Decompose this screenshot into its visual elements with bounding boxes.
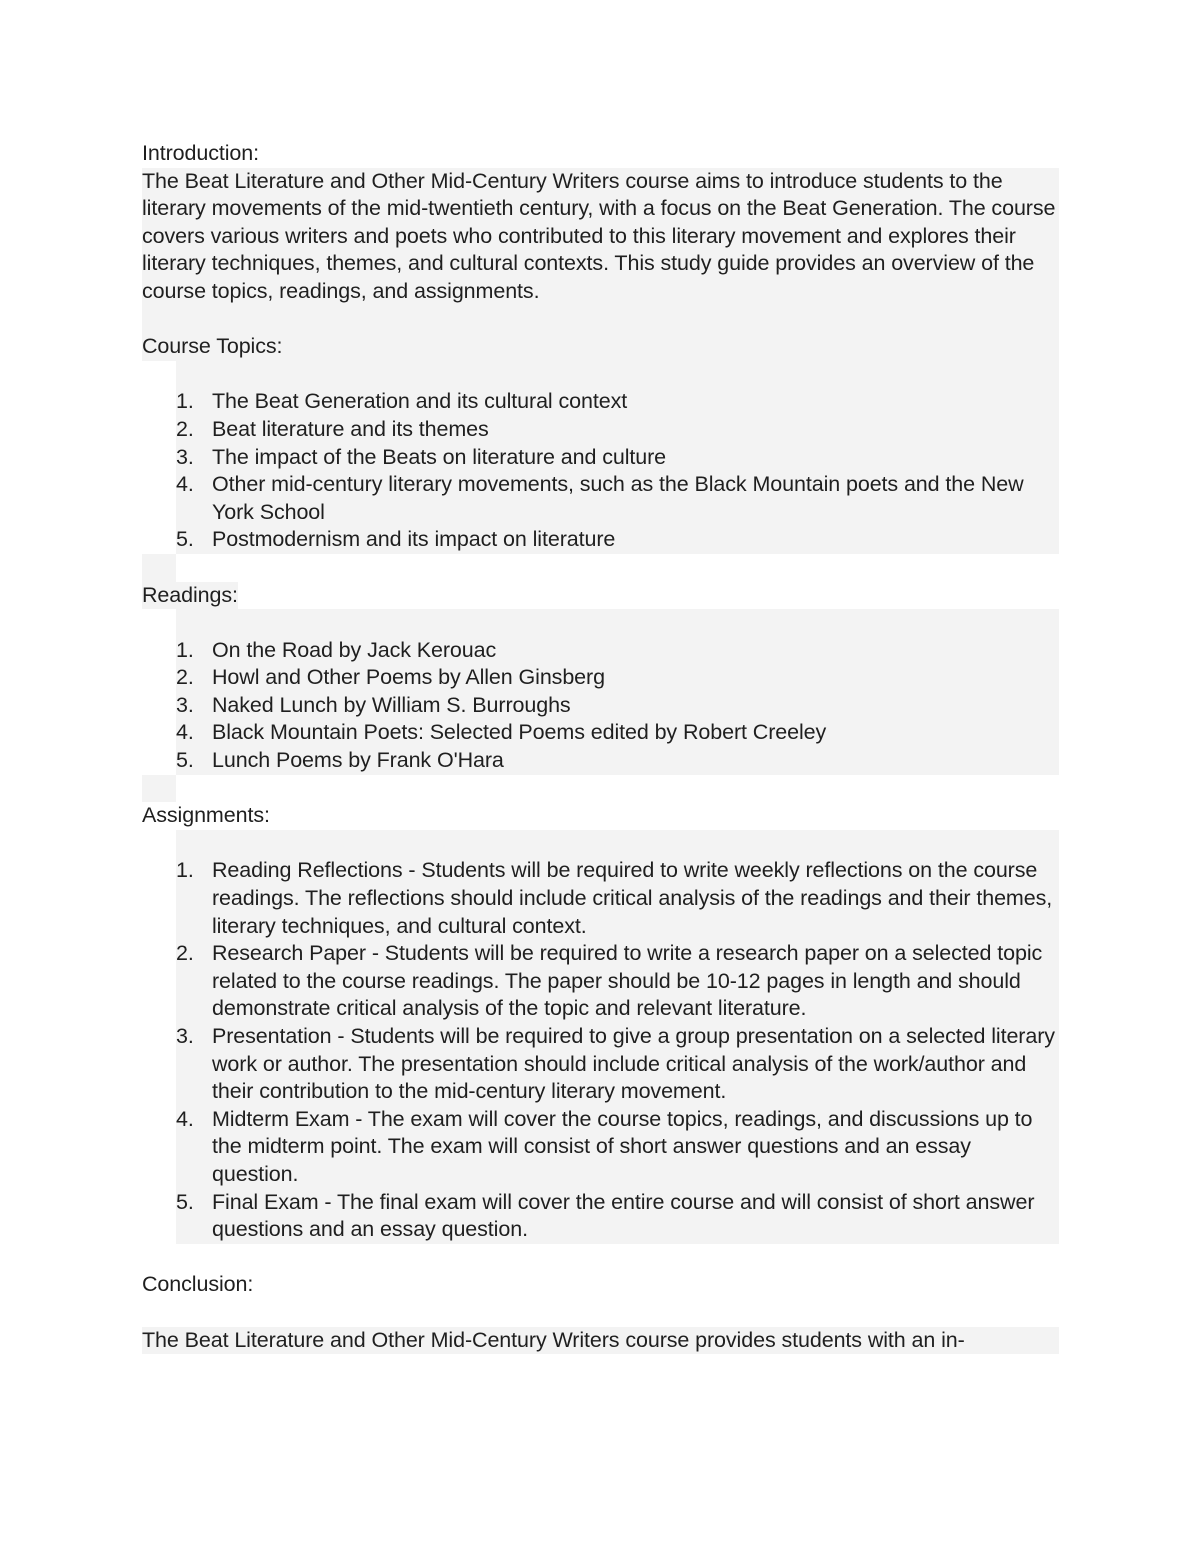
spacer: [142, 306, 1059, 334]
list-item: [176, 1189, 1059, 1244]
readings-section: [142, 582, 1059, 803]
list-item: [176, 444, 1059, 472]
list-item-text: Research Paper - Students will be required to write a research paper on a selected topic related to the course readings. The paper should be 10-12 pages in length and should demonstrate critical analysis of the topic and relevant literature.: [212, 941, 1043, 1021]
list-item-text: Naked Lunch by William S. Burroughs: [212, 692, 571, 717]
list-number: 5.: [176, 748, 194, 773]
list-item-text: Presentation - Students will be required to give a group presentation on a selected literary work or author. The presentation should include critical analysis of the work/author and their contribution to the mid-century literary movement.: [212, 1024, 1055, 1104]
spacer: [142, 1244, 1059, 1272]
conclusion-paragraph: The Beat Literature and Other Mid-Century Writers course provides students with an in-: [142, 1327, 1059, 1355]
list-item-text: Reading Reflections - Students will be required to write weekly reflections on the course readings. The reflections should include critical analysis of the readings and their themes, literary techniques, and cultural context.: [212, 858, 1053, 938]
list-item: [176, 857, 1059, 940]
list-item-text: Howl and Other Poems by Allen Ginsberg: [212, 665, 605, 690]
assignments-list: [176, 830, 1059, 1244]
list-number: 1.: [176, 389, 194, 414]
list-number: 1.: [176, 637, 194, 662]
conclusion-section: [142, 1271, 1059, 1354]
spacer: [142, 1299, 1059, 1327]
list-item: [176, 526, 1059, 554]
list-item-text: Black Mountain Poets: Selected Poems edited by Robert Creeley: [212, 720, 827, 745]
list-item: [176, 637, 1059, 665]
document-page: [142, 140, 1059, 1354]
introduction-heading: Introduction:: [142, 141, 260, 165]
list-number: 1.: [176, 858, 194, 883]
conclusion-heading: Conclusion:: [142, 1272, 254, 1297]
list-item-text: Final Exam - The final exam will cover the entire course and will consist of short answer questions and an essay question.: [212, 1189, 1035, 1242]
list-number: 5.: [176, 1189, 194, 1214]
list-item-text: The Beat Generation and its cultural context: [212, 389, 628, 414]
list-item: [176, 416, 1059, 444]
list-item-text: Midterm Exam - The exam will cover the course topics, readings, and discussions up to the midterm point. The exam will consist of short answer questions and an essay question.: [212, 1106, 1033, 1186]
list-number: 5.: [176, 527, 194, 552]
list-number: 4.: [176, 1106, 194, 1131]
list-number: 2.: [176, 941, 194, 966]
list-number: 2.: [176, 665, 194, 690]
assignments-heading: Assignments:: [142, 803, 270, 828]
list-item-text: Other mid-century literary movements, such as the Black Mountain poets and the New York School: [212, 472, 1024, 524]
course-topics-list: [176, 361, 1059, 554]
assignments-section: [142, 802, 1059, 1271]
list-item: [176, 664, 1059, 692]
readings-heading: [142, 582, 1059, 610]
list-item: [176, 940, 1059, 1023]
list-number: 3.: [176, 1024, 194, 1048]
list-item: [176, 747, 1059, 775]
list-number: 2.: [176, 416, 194, 441]
readings-heading-text: Readings:: [142, 582, 238, 610]
list-item-text: The impact of the Beats on literature and culture: [212, 444, 667, 469]
readings-list: [176, 609, 1059, 775]
list-item-text: Postmodernism and its impact on literature: [212, 527, 616, 552]
introduction-section: [142, 140, 1059, 333]
list-item-text: On the Road by Jack Kerouac: [212, 637, 497, 662]
course-topics-heading: Course Topics:: [142, 333, 1059, 361]
list-item: [176, 1106, 1059, 1189]
list-item: [176, 692, 1059, 720]
list-item: [176, 1023, 1059, 1106]
course-topics-section: [142, 333, 1059, 581]
list-number: 4.: [176, 472, 194, 497]
list-item: [176, 471, 1059, 526]
list-number: 4.: [176, 720, 194, 745]
list-item: [176, 388, 1059, 416]
list-item-text: Beat literature and its themes: [212, 416, 489, 441]
list-item: [176, 719, 1059, 747]
spacer: [142, 554, 176, 582]
list-number: 3.: [176, 692, 194, 717]
list-item-text: Lunch Poems by Frank O'Hara: [212, 748, 504, 773]
introduction-paragraph: The Beat Literature and Other Mid-Century Writers course aims to introduce students to the literary movements of the mid-twentieth century, with a focus on the Beat Generation. The course covers various writers and poets who contributed to this literary movement and explores their literary techniques, themes, and cultural contexts. This study guide provides an overview of the course topics, readings, and assignments.: [142, 168, 1059, 306]
spacer: [142, 775, 176, 803]
list-number: 3.: [176, 444, 194, 469]
